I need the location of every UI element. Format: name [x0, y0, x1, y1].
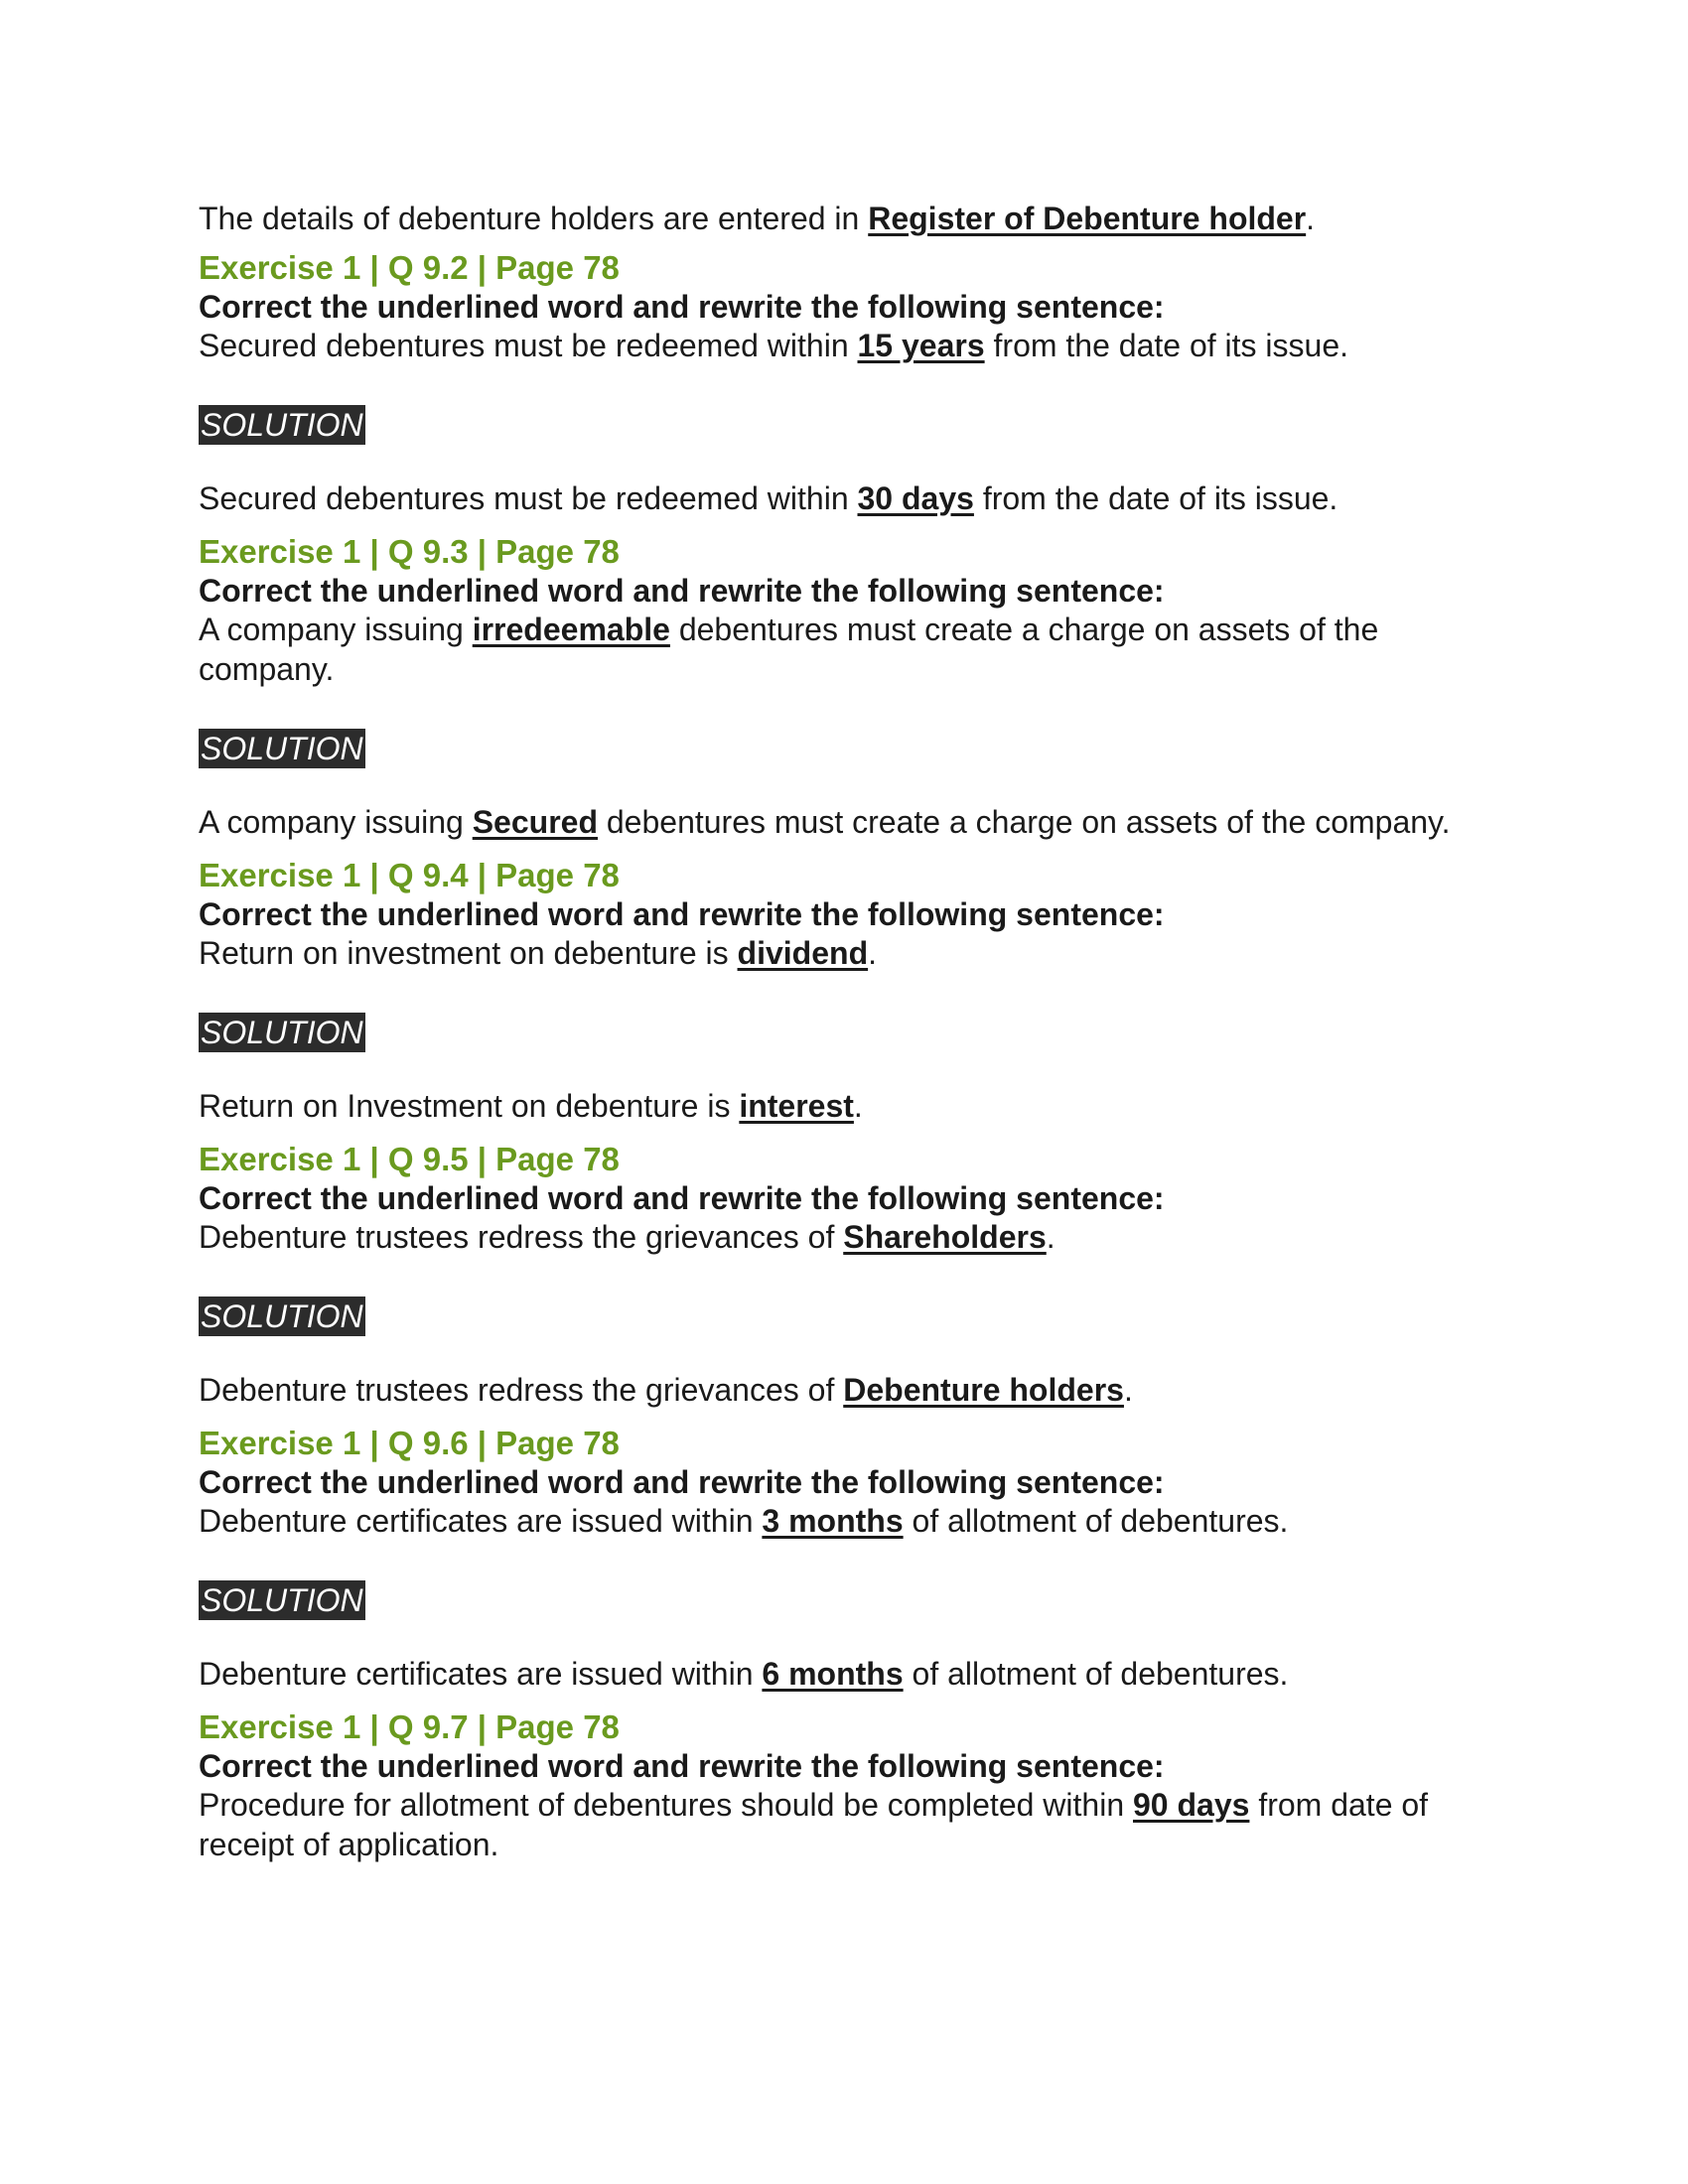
answer-text: Debenture certificates are issued within — [199, 1656, 763, 1692]
exercise-question — [199, 1785, 1509, 1864]
solution-answer — [199, 1370, 1509, 1410]
exercise-q9-5 — [199, 1140, 1509, 1410]
question-text: Secured debentures must be redeemed within — [199, 328, 858, 363]
answer-text: Return on Investment on debenture is — [199, 1088, 740, 1124]
exercise-heading[interactable]: Exercise 1 | Q 9.7 | Page 78 — [199, 1708, 620, 1745]
answer-underlined-word: interest — [739, 1088, 854, 1124]
answer-text: Debenture trustees redress the grievances of — [199, 1372, 844, 1408]
answer-underlined-word: Secured — [472, 804, 598, 840]
question-text-end: of allotment of debentures. — [903, 1503, 1289, 1539]
answer-text-end: . — [1123, 1372, 1133, 1408]
exercise-heading[interactable]: Exercise 1 | Q 9.3 | Page 78 — [199, 533, 620, 570]
answer-text-end: of allotment of debentures. — [903, 1656, 1289, 1692]
intro-sentence — [199, 195, 1509, 242]
exercise-q9-7 — [199, 1707, 1509, 1864]
answer-underlined-word: Debenture holders — [843, 1372, 1124, 1408]
document-page — [199, 195, 1509, 1864]
question-underlined-word: 90 days — [1133, 1787, 1250, 1823]
question-text-end: . — [1046, 1219, 1055, 1255]
question-text: Procedure for allotment of debentures should be completed within — [199, 1787, 1133, 1823]
question-text: Debenture certificates are issued within — [199, 1503, 763, 1539]
exercise-instruction: Correct the underlined word and rewrite the following sentence: — [199, 1180, 1165, 1216]
exercise-instruction: Correct the underlined word and rewrite the following sentence: — [199, 1748, 1165, 1784]
exercise-q9-2 — [199, 248, 1509, 518]
exercise-q9-3 — [199, 532, 1509, 842]
intro-text-end: . — [1306, 201, 1316, 236]
answer-underlined-word: 6 months — [762, 1656, 904, 1692]
question-underlined-word: irredeemable — [472, 612, 670, 647]
question-underlined-word: 15 years — [857, 328, 985, 363]
answer-text-end: debentures must create a charge on assets of the company. — [597, 804, 1451, 840]
question-text-end: . — [868, 935, 877, 971]
exercise-q9-4 — [199, 856, 1509, 1126]
solution-badge: SOLUTION — [201, 1015, 363, 1050]
intro-text: The details of debenture holders are entered in — [199, 201, 869, 236]
exercise-instruction: Correct the underlined word and rewrite the following sentence: — [199, 896, 1165, 932]
question-text: Return on investment on debenture is — [199, 935, 738, 971]
exercise-instruction: Correct the underlined word and rewrite the following sentence: — [199, 573, 1165, 609]
intro-underlined-term: Register of Debenture holder — [868, 201, 1307, 236]
answer-text: A company issuing — [199, 804, 473, 840]
exercise-question — [199, 1501, 1509, 1541]
solution-badge: SOLUTION — [201, 731, 363, 766]
question-text: Debenture trustees redress the grievances of — [199, 1219, 844, 1255]
solution-answer — [199, 478, 1509, 518]
exercise-q9-6 — [199, 1424, 1509, 1694]
solution-badge: SOLUTION — [201, 1298, 363, 1334]
answer-text-end: . — [853, 1088, 863, 1124]
solution-badge: SOLUTION — [201, 1582, 363, 1618]
solution-answer — [199, 1654, 1509, 1694]
exercise-question — [199, 1217, 1509, 1257]
solution-answer — [199, 802, 1509, 842]
answer-text: Secured debentures must be redeemed within — [199, 480, 858, 516]
solution-answer — [199, 1086, 1509, 1126]
solution-badge: SOLUTION — [201, 407, 363, 443]
question-underlined-word: 3 months — [762, 1503, 904, 1539]
exercise-question — [199, 326, 1509, 365]
question-text: A company issuing — [199, 612, 473, 647]
question-text-end: debentures must create a charge on assets of the company. — [199, 612, 1379, 687]
answer-text-end: from the date of its issue. — [973, 480, 1338, 516]
answer-underlined-word: 30 days — [857, 480, 974, 516]
exercise-instruction: Correct the underlined word and rewrite the following sentence: — [199, 1464, 1165, 1500]
question-underlined-word: Shareholders — [843, 1219, 1047, 1255]
question-text-end: from the date of its issue. — [984, 328, 1349, 363]
exercise-instruction: Correct the underlined word and rewrite the following sentence: — [199, 289, 1165, 325]
question-text-end: from date of receipt of application. — [199, 1787, 1429, 1862]
question-underlined-word: dividend — [737, 935, 869, 971]
exercise-heading[interactable]: Exercise 1 | Q 9.6 | Page 78 — [199, 1425, 620, 1461]
exercise-question — [199, 610, 1509, 689]
exercise-question — [199, 933, 1509, 973]
exercise-heading[interactable]: Exercise 1 | Q 9.4 | Page 78 — [199, 857, 620, 893]
exercise-heading[interactable]: Exercise 1 | Q 9.2 | Page 78 — [199, 249, 620, 286]
exercise-heading[interactable]: Exercise 1 | Q 9.5 | Page 78 — [199, 1141, 620, 1177]
